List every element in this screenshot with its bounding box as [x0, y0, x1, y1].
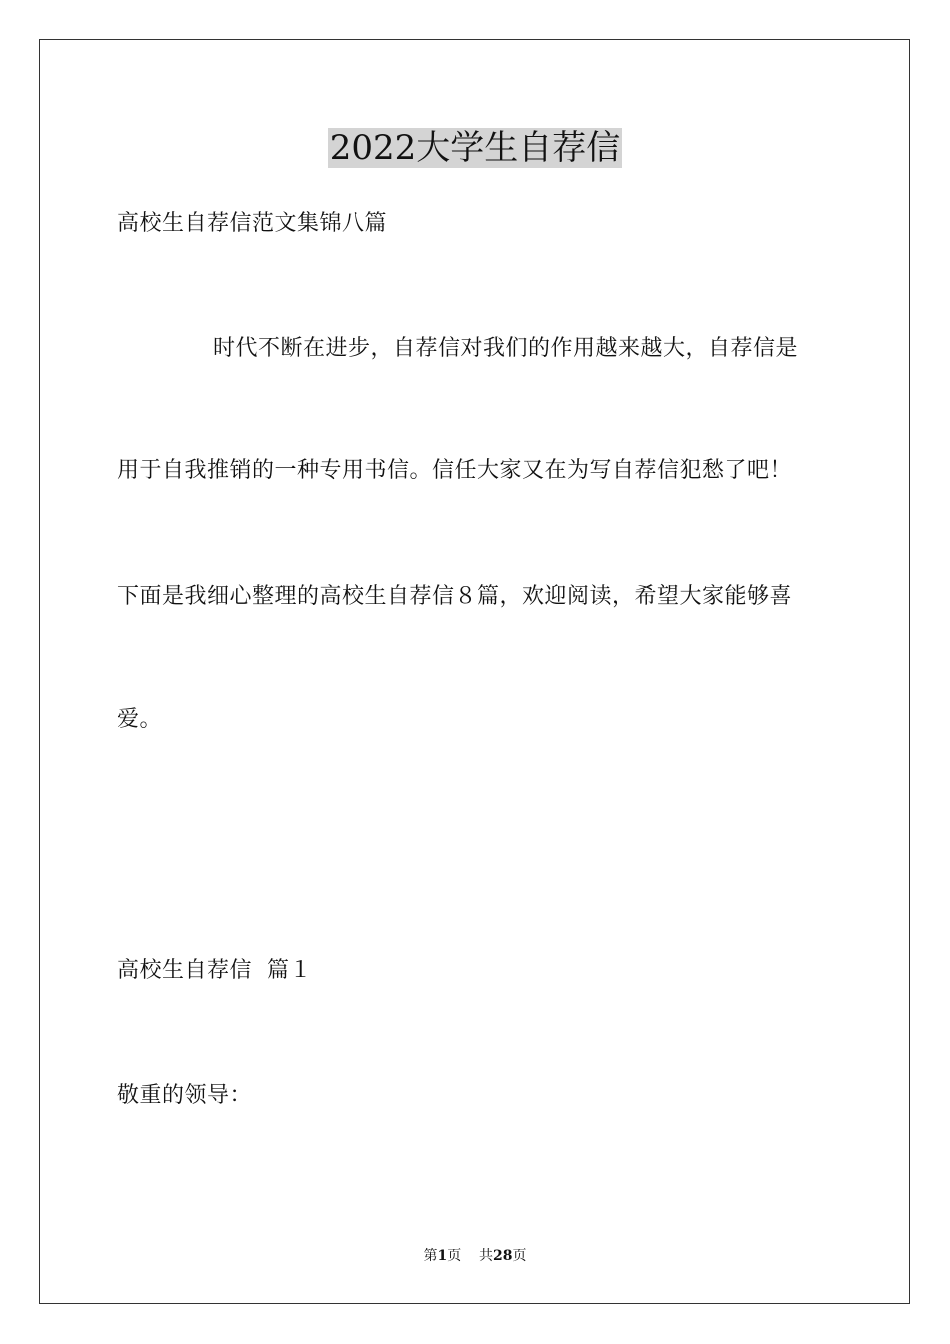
- footer-page-number: 1: [437, 1248, 448, 1264]
- document-title-text: 2022大学生自荐信: [329, 128, 621, 168]
- footer-total-pages: 28: [493, 1248, 513, 1264]
- intro-line-4: 爱。: [117, 707, 163, 732]
- page-footer: [0, 1246, 950, 1266]
- intro-line-1: 时代不断在进步，自荐信对我们的作用越来越大，自荐信是: [213, 336, 799, 361]
- section-heading: 高校生自荐信 篇１: [117, 958, 312, 983]
- footer-total-prefix: 共: [479, 1248, 494, 1264]
- footer-page-suffix: 页: [447, 1248, 462, 1264]
- intro-line-3: 下面是我细心整理的高校生自荐信８篇，欢迎阅读，希望大家能够喜: [117, 584, 793, 609]
- footer-total-suffix: 页: [512, 1248, 527, 1264]
- salutation: 敬重的领导：: [117, 1083, 253, 1108]
- document-subtitle: 高校生自荐信范文集锦八篇: [117, 211, 388, 236]
- footer-page-prefix: 第: [423, 1248, 438, 1264]
- intro-line-2: 用于自我推销的一种专用书信。信任大家又在为写自荐信犯愁了吧！: [117, 458, 793, 483]
- document-title: [0, 124, 950, 172]
